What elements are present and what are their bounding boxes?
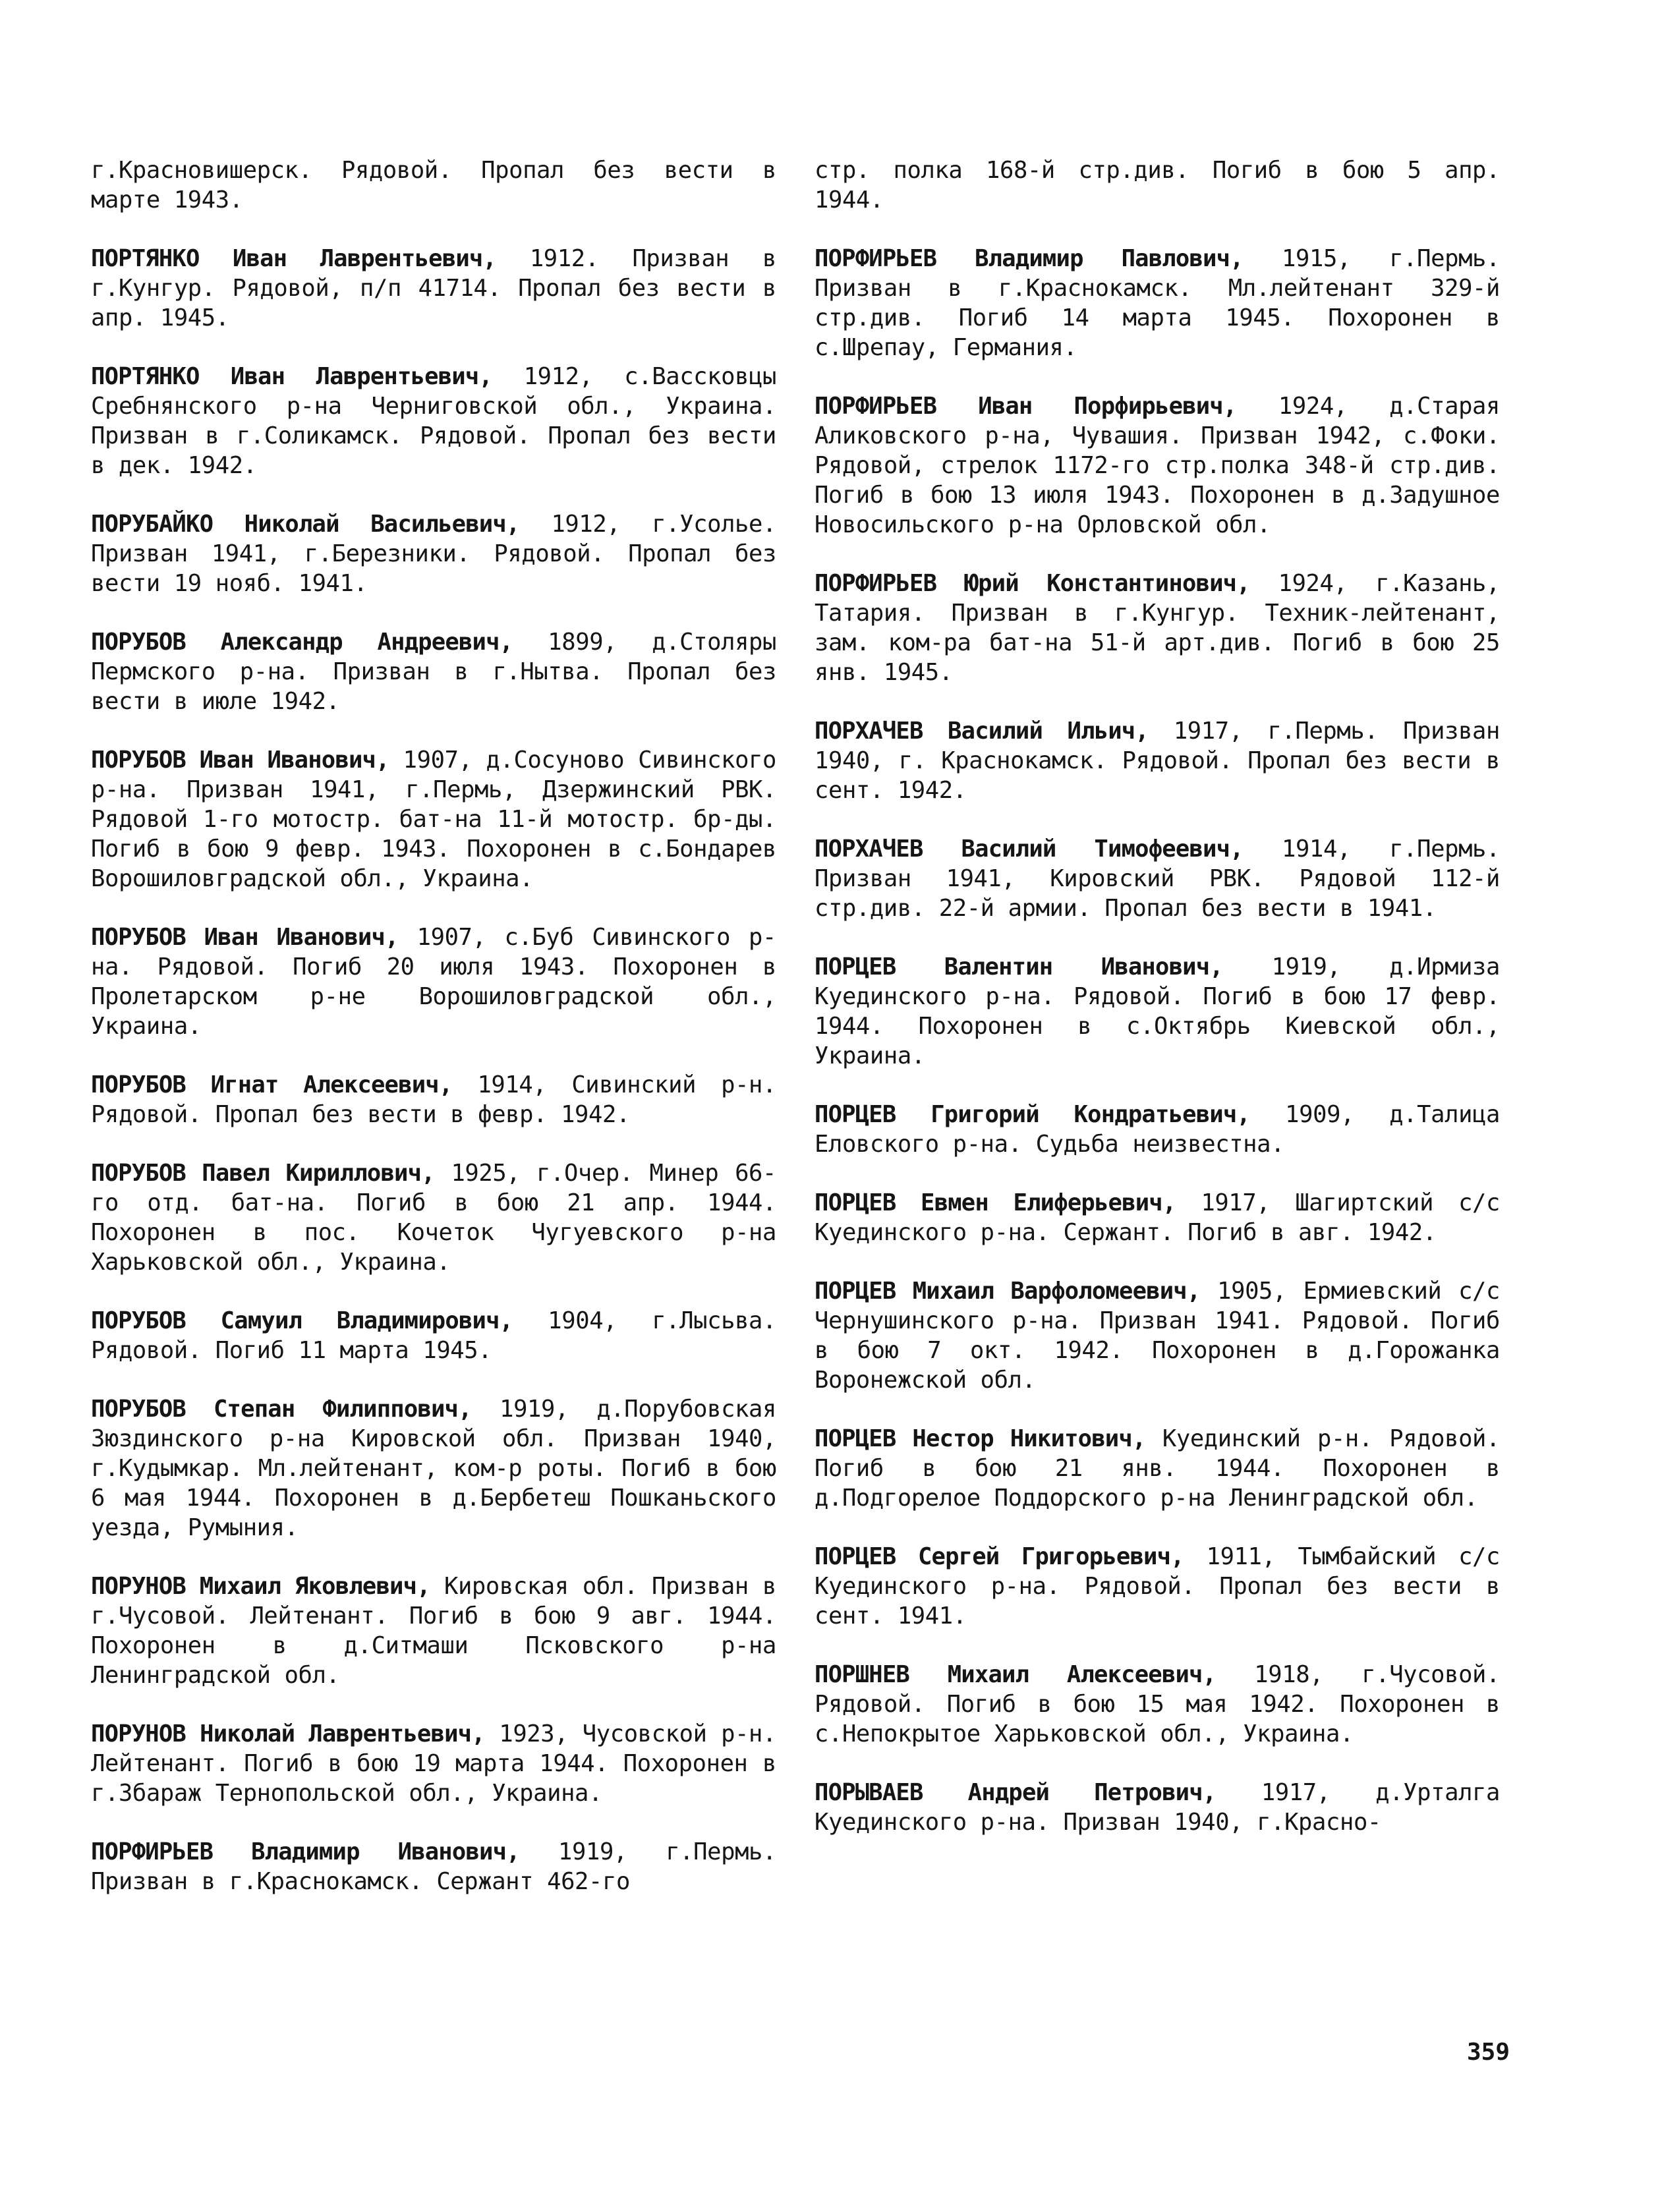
entry-name: ПОРХАЧЕВ Василий Тимофеевич, [815,836,1244,863]
entry [91,1306,776,1365]
entry-text: 1919, д.Порубовская Зюздинского р-на Кировской обл. Призван 1940, г.Кудымкар. Мл.лейтенант, ком-р роты. Погиб в бою 6 мая 1944. Похоронен в д.Бербетеш Пошканьского уезда, Румыния. [91,1396,776,1541]
entry-text: 1907, д.Сосуново Сивинского р-на. Призван 1941, г.Пермь, Дзержинский РВК. Рядовой 1-го мотостр. бат-на 11-й мотостр. бр-ды. Погиб в бою 9 февр. 1943. Похоронен в с.Бондарев Ворошиловградской обл., Украина. [91,747,776,892]
entry-name: ПОРУБОВ Игнат Алексеевич, [91,1071,453,1098]
entry-text: 1919, г.Пермь. Призван в г.Краснокамск. Сержант 462-го [91,1838,776,1895]
entry-name: ПОРЦЕВ Сергей Григорьевич, [815,1543,1184,1570]
entry [91,1158,776,1277]
entry [91,362,776,480]
entry [91,627,776,716]
entry-text: 1911, Тымбайский с/с Куединского р-на. Рядовой. Пропал без вести в сент. 1941. [815,1543,1500,1630]
entry [91,1719,776,1808]
entry-text: 1924, д.Старая Аликовского р-на, Чувашия. Призван 1942, с.Фоки. Рядовой, стрелок 1172-го стр.полка 348-й стр.див. Погиб в бою 13 июля 1943. Похоронен в д.Задушное Новосильского р-на Орловской обл. [815,393,1500,538]
entry-text: 1917, Шагиртский с/с Куединского р-на. Сержант. Погиб в авг. 1942. [815,1189,1500,1246]
entry-name: ПОРФИРЬЕВ Юрий Константинович, [815,570,1250,597]
entry [815,1660,1500,1749]
entry-text: стр. полка 168-й стр.див. Погиб в бою 5 апр. 1944. [815,157,1500,213]
entry-text: 1914, г.Пермь. Призван 1941, Кировский РВК. Рядовой 112-й стр.див. 22-й армии. Пропал без вести в 1941. [815,836,1500,922]
entry-name: ПОРТЯНКО Иван Лаврентьевич, [91,363,492,390]
entry [91,509,776,598]
entry-name: ПОРЦЕВ Михаил Варфоломеевич, [815,1278,1201,1305]
entry [815,244,1500,362]
entry-text: 1917, г.Пермь. Призван 1940, г. Краснокамск. Рядовой. Пропал без вести в сент. 1942. [815,718,1500,804]
entry-name: ПОРЫВАЕВ Андрей Петрович, [815,1779,1216,1806]
entry-name: ПОРУБОВ Александр Андреевич, [91,629,513,656]
entry-name: ПОРУНОВ Николай Лаврентьевич, [91,1720,485,1747]
entry-name: ПОРХАЧЕВ Василий Ильич, [815,718,1149,745]
page-number: 359 [1467,2039,1510,2066]
entry-text: 1923, Чусовской р-н. Лейтенант. Погиб в бою 19 марта 1944. Похоронен в г.Збараж Тернопольской обл., Украина. [91,1720,776,1807]
entry-name: ПОРУНОВ Михаил Яковлевич, [91,1573,430,1600]
entry [815,1276,1500,1395]
entry [91,1837,776,1896]
entry [815,1100,1500,1159]
entry-text: 1914, Сивинский р-н. Рядовой. Пропал без вести в февр. 1942. [91,1071,776,1128]
entry-name: ПОРШНЕВ Михаил Алексеевич, [815,1661,1216,1688]
entry-name: ПОРУБАЙКО Николай Васильевич, [91,511,520,538]
entry-text: Кировская обл. Призван в г.Чусовой. Лейтенант. Погиб в бою 9 авг. 1944. Похоронен в д.Ситмаши Псковского р-на Ленинградской обл. [91,1573,776,1689]
entry-text: 1915, г.Пермь. Призван в г.Краснокамск. Мл.лейтенант 329-й стр.див. Погиб 14 марта 1945. Похоронен в с.Шрепау, Германия. [815,245,1500,361]
entry [815,1778,1500,1837]
entry-text: 1912, с.Вассковцы Сребнянского р-на Черниговской обл., Украина. Призван в г.Соликамск. Рядовой. Пропал без вести в дек. 1942. [91,363,777,479]
entry-text: 1924, г.Казань, Татария. Призван в г.Кунгур. Техник-лейтенант, зам. ком-ра бат-на 51-й арт.див. Погиб в бою 25 янв. 1945. [815,570,1500,686]
entry-text: 1918, г.Чусовой. Рядовой. Погиб в бою 15 мая 1942. Похоронен в с.Непокрытое Харьковской обл., Украина. [815,1661,1500,1747]
entry-text: 1899, д.Столяры Пермского р-на. Призван в г.Нытва. Пропал без вести в июле 1942. [91,629,776,715]
entry-text: г.Красновишерск. Рядовой. Пропал без вести в марте 1943. [91,157,776,213]
entry-text: 1905, Ермиевский с/с Чернушинского р-на. Призван 1941. Рядовой. Погиб в бою 7 окт. 1942. Похоронен в д.Горожанка Воронежской обл. [815,1278,1500,1394]
entry [91,244,776,333]
right-column [815,156,1500,1866]
entry [815,391,1500,540]
entry-name: ПОРЦЕВ Григорий Кондратьевич, [815,1101,1251,1128]
entry-continuation [815,156,1500,215]
entry-name: ПОРТЯНКО Иван Лаврентьевич, [91,245,497,272]
entry-name: ПОРУБОВ Самуил Владимирович, [91,1307,513,1334]
entry [91,1394,776,1543]
entry [815,716,1500,805]
entry [815,834,1500,923]
entry-name: ПОРФИРЬЕВ Иван Порфирьевич, [815,393,1237,420]
left-column [91,156,776,1925]
entry [815,569,1500,687]
entry [815,952,1500,1071]
entry [91,1572,776,1690]
entry-text: 1907, с.Буб Сивинского р-на. Рядовой. Погиб 20 июля 1943. Похоронен в Пролетарском р-не Ворошиловградской обл., Украина. [91,924,776,1040]
entry-name: ПОРУБОВ Павел Кириллович, [91,1160,435,1187]
entry-text: 1904, г.Лысьва. Рядовой. Погиб 11 марта 1945. [91,1307,776,1364]
entry-name: ПОРУБОВ Иван Иванович, [91,924,399,951]
entry [91,922,776,1041]
entry-text: Куединский р-н. Рядовой. Погиб в бою 21 янв. 1944. Похоронен в д.Подгорелое Поддорского р-на Ленинградской обл. [815,1425,1501,1512]
entry-name: ПОРФИРЬЕВ Владимир Павлович, [815,245,1244,272]
entry [91,1070,776,1129]
entry-text: 1909, д.Талица Еловского р-на. Судьба неизвестна. [815,1101,1500,1158]
entry-text: 1925, г.Очер. Минер 66-го отд. бат-на. Погиб в бою 21 апр. 1944. Похоронен в пос. Кочеток Чугуевского р-на Харьковской обл., Украина. [91,1160,776,1276]
entry [91,745,776,893]
entry-text: 1912, г.Усолье. Призван 1941, г.Березники. Рядовой. Пропал без вести 19 нояб. 1941. [91,511,776,597]
entry-text: 1917, д.Урталга Куединского р-на. Призван 1940, г.Красно- [815,1779,1500,1836]
entry-name: ПОРУБОВ Иван Иванович, [91,747,389,774]
entry-continuation [91,156,776,215]
entry [815,1188,1500,1247]
entry-text: 1919, д.Ирмиза Куединского р-на. Рядовой. Погиб в бою 17 февр. 1944. Похоронен в с.Октябрь Киевской обл., Украина. [815,953,1501,1069]
entry-name: ПОРЦЕВ Евмен Елиферьевич, [815,1189,1176,1216]
entry [815,1424,1500,1513]
entry-name: ПОРУБОВ Степан Филиппович, [91,1396,472,1423]
entry-name: ПОРФИРЬЕВ Владимир Иванович, [91,1838,520,1865]
entry-name: ПОРЦЕВ Валентин Иванович, [815,953,1223,980]
entry-text: 1912. Призван в г.Кунгур. Рядовой, п/п 41714. Пропал без вести в апр. 1945. [91,245,776,331]
entry [815,1542,1500,1631]
entry-name: ПОРЦЕВ Нестор Никитович, [815,1425,1146,1452]
